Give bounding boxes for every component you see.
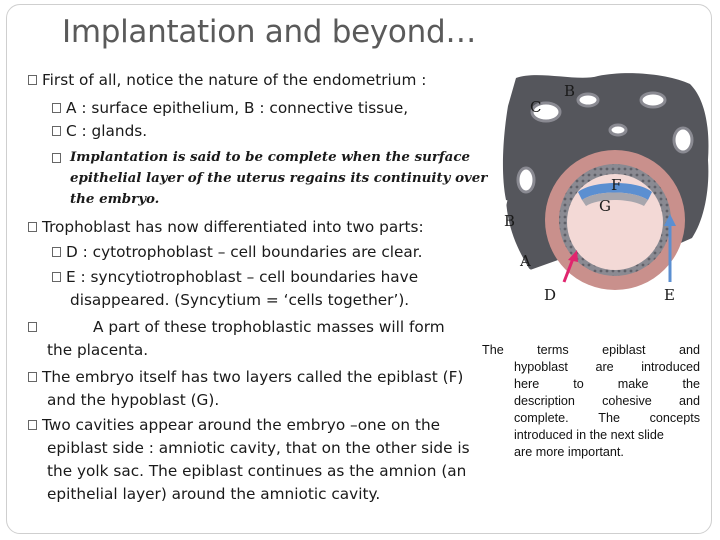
bullet-embryo-layers-l2: and the hypoblast (G).	[47, 391, 220, 409]
bullet-box-icon	[28, 322, 37, 332]
bullet-cavities-l3: the yolk sac. The epiblast continues as the amnion (an	[47, 462, 467, 480]
slide-title: Implantation and beyond…	[62, 14, 477, 50]
gland-shape	[610, 125, 626, 135]
implantation-l2: epithelial layer of the uterus regains its continuity over	[70, 170, 488, 186]
bullet-embryo-layers	[28, 366, 463, 389]
note-line: description cohesive and	[514, 394, 700, 408]
figure-label-b-top: B	[564, 82, 576, 100]
note-line: here to make the	[514, 377, 700, 391]
note-line: introduced in the next slide	[514, 428, 664, 442]
bullet-box-icon	[52, 126, 61, 136]
side-note	[482, 342, 700, 461]
bullet-placenta-l2: the placenta.	[47, 341, 149, 359]
sub-bullet-e-l1	[52, 266, 418, 289]
note-line: are more important.	[514, 445, 624, 459]
bullet-box-icon	[52, 272, 61, 282]
bullet-box-icon	[52, 247, 61, 257]
note-line: hypoblast are introduced	[514, 360, 700, 374]
bullet-text: Two cavities appear around the embryo –one on the	[42, 416, 441, 434]
bullet-endometrium	[28, 69, 426, 92]
sub-bullet-d	[52, 241, 423, 264]
gland-shape	[518, 168, 534, 192]
bullet-text: E : syncytiotrophoblast – cell boundaries have	[66, 268, 419, 286]
bullet-box-icon	[52, 153, 61, 163]
bullet-box-icon	[28, 420, 37, 430]
figure-label-d: D	[544, 286, 557, 304]
figure-label-c: C	[530, 98, 542, 116]
bullet-text: Implantation is said to be complete when the surface	[70, 149, 471, 165]
bullet-box-icon	[52, 103, 61, 113]
sub-bullet-e-l2: disappeared. (Syncytium = ‘cells together’).	[70, 291, 410, 309]
bullet-placenta	[28, 316, 445, 339]
implantation-figure	[478, 70, 714, 310]
bullet-text: A : surface epithelium, B : connective tissue,	[66, 99, 409, 117]
bullet-cavities	[28, 414, 440, 437]
bullet-box-icon	[28, 75, 37, 85]
gland-shape	[674, 128, 692, 152]
bullet-text: The embryo itself has two layers called the epiblast (F)	[42, 368, 464, 386]
gland-shape	[578, 94, 598, 106]
note-line: complete. The concepts	[514, 411, 700, 425]
bullet-text: C : glands.	[66, 122, 148, 140]
figure-label-f: F	[611, 176, 622, 194]
implantation-diagram	[478, 70, 714, 310]
sub-bullet-c	[52, 120, 147, 143]
bullet-text: First of all, notice the nature of the endometrium :	[42, 71, 427, 89]
bullet-box-icon	[28, 372, 37, 382]
bullet-text: A part of these trophoblastic masses will form	[93, 318, 445, 336]
bullet-text: Trophoblast has now differentiated into two parts:	[42, 218, 424, 236]
figure-label-e: E	[664, 286, 675, 304]
figure-label-g: G	[599, 197, 611, 215]
figure-label-b-left: B	[504, 212, 516, 230]
bullet-cavities-l2: epiblast side : amniotic cavity, that on the other side is	[47, 439, 470, 457]
bullet-cavities-l4: epithelial layer) around the amniotic cavity.	[47, 485, 381, 503]
figure-label-a: A	[520, 252, 531, 270]
note-line: The terms epiblast and	[482, 343, 700, 357]
bullet-trophoblast	[28, 216, 424, 239]
sub-bullet-a-b	[52, 97, 408, 120]
bullet-box-icon	[28, 222, 37, 232]
bullet-text: D : cytotrophoblast – cell boundaries are clear.	[66, 243, 423, 261]
gland-shape	[641, 93, 665, 107]
implantation-l3: the embryo.	[70, 191, 160, 207]
sub-bullet-implantation-l1	[52, 147, 478, 168]
